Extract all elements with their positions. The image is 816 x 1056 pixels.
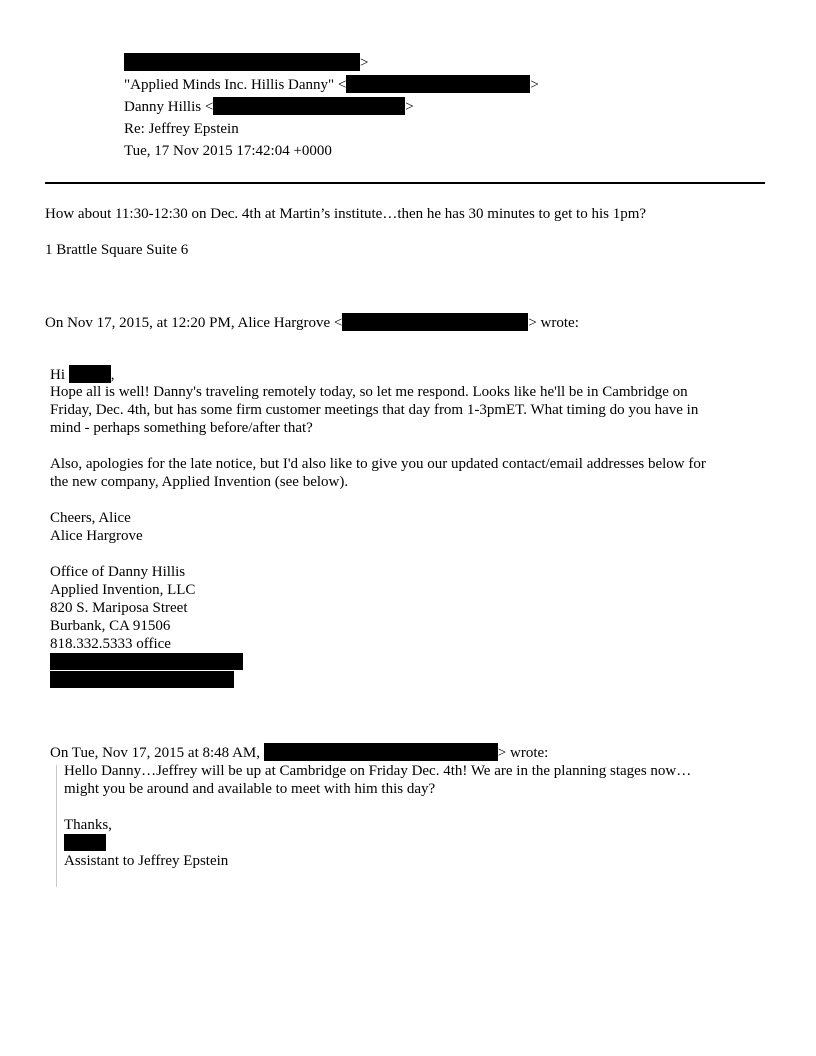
redaction-block [342, 313, 528, 331]
quote1-sig-street: 820 S. Mariposa Street [50, 600, 188, 616]
quote2-line-2: might you be around and available to meet with him this day? [64, 781, 436, 797]
quote1-sig-city: Burbank, CA 91506 [50, 618, 171, 634]
to-value [124, 75, 539, 95]
quote1-greeting-text: Hi [50, 367, 65, 383]
cc-value [124, 97, 414, 117]
quote1-greeting-comma: , [110, 367, 115, 383]
subject-value: Re: Jeffrey Epstein [124, 121, 239, 137]
redaction-block [124, 53, 360, 71]
quote1-p1-line-1: Hope all is well! Danny's traveling remotely today, so let me respond. Looks like he'll be in Cambridge on [50, 384, 688, 400]
quote1-attribution-suffix: > wrote: [528, 315, 579, 331]
cc-suffix: > [405, 99, 414, 115]
redaction-block [69, 365, 111, 383]
reply-line-2: 1 Brattle Square Suite 6 [45, 242, 189, 258]
from-value [124, 53, 368, 73]
redaction-block [213, 97, 405, 115]
redaction-block [50, 671, 234, 688]
quote1-greeting [50, 365, 115, 384]
quote1-sig-phone: 818.332.5333 office [50, 636, 171, 652]
quote1-sig-office: Office of Danny Hillis [50, 564, 186, 580]
quote1-sig-company: Applied Invention, LLC [50, 582, 196, 598]
from-suffix: > [360, 55, 369, 71]
redaction-block [264, 743, 498, 761]
quote1-p1-line-2: Friday, Dec. 4th, but has some firm customer meetings that day from 1-3pmET. What timing do you have in [50, 402, 699, 418]
reply-line-1: How about 11:30-12:30 on Dec. 4th at Martin’s institute…then he has 30 minutes to get to his 1pm? [45, 206, 647, 222]
quote2-attribution-suffix: > wrote: [497, 745, 549, 761]
date-value: Tue, 17 Nov 2015 17:42:04 +0000 [124, 143, 332, 159]
redaction-block [346, 75, 530, 93]
quote2-attribution [50, 743, 548, 762]
header-divider [45, 182, 765, 184]
to-value-text: "Applied Minds Inc. Hillis Danny" < [124, 77, 347, 93]
quote1-signoff: Cheers, Alice [50, 510, 131, 526]
redaction-block [64, 834, 106, 851]
quote2-line-1: Hello Danny…Jeffrey will be up at Cambridge on Friday Dec. 4th! We are in the planning stages now… [64, 763, 692, 779]
quote2-thanks: Thanks, [64, 817, 112, 833]
quote-bar [56, 765, 57, 887]
to-suffix: > [530, 77, 539, 93]
quote1-attribution [45, 313, 579, 332]
quote1-attribution-prefix: On Nov 17, 2015, at 12:20 PM, Alice Hargrove < [45, 315, 343, 331]
quote1-sig-name: Alice Hargrove [50, 528, 143, 544]
quote1-p2-line-1: Also, apologies for the late notice, but I'd also like to give you our updated contact/email addresses below for [50, 456, 706, 472]
quote2-attribution-prefix: On Tue, Nov 17, 2015 at 8:48 AM, [50, 745, 261, 761]
quote2-signature: Assistant to Jeffrey Epstein [64, 853, 229, 869]
quote1-p1-line-3: mind - perhaps something before/after that? [50, 420, 313, 436]
quote1-p2-line-2: the new company, Applied Invention (see below). [50, 474, 349, 490]
cc-value-text: Danny Hillis < [124, 99, 214, 115]
redaction-block [50, 653, 243, 670]
